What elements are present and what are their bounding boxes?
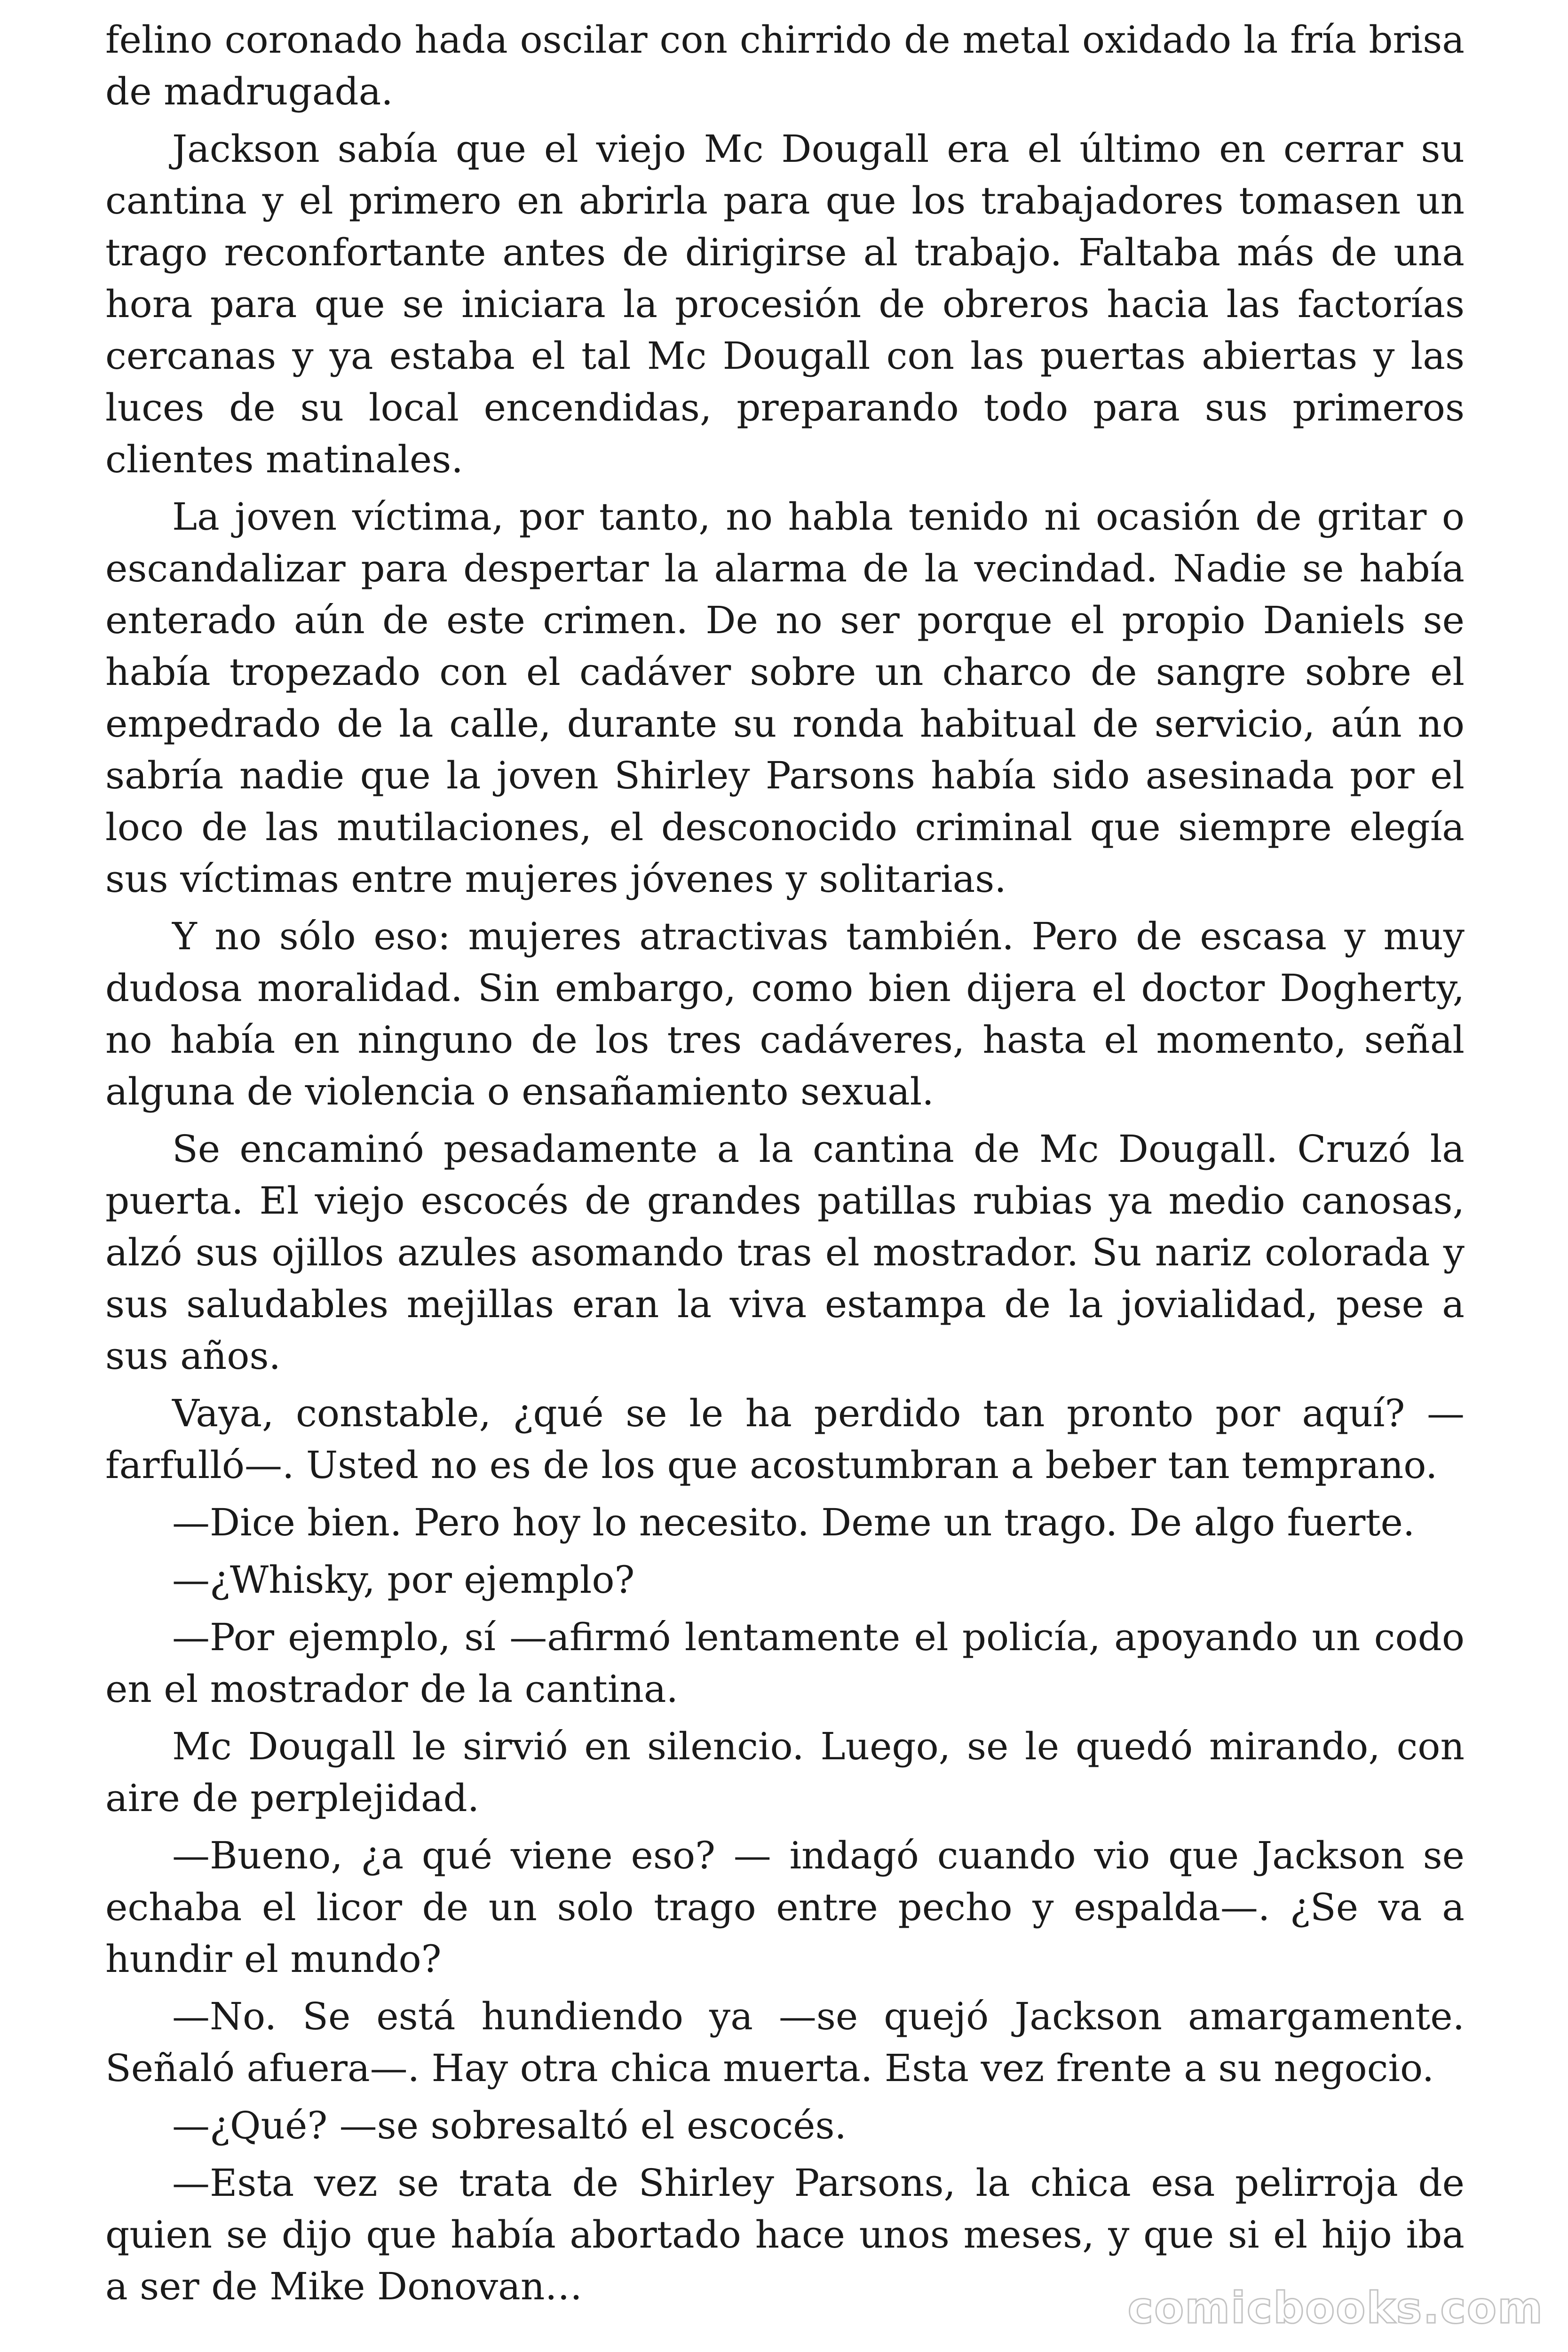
dialogue-line: —Esta vez se trata de Shirley Parsons, la chica esa pelirroja de quien se dijo que había abortado hace unos meses, y que si el hijo iba a ser de Mike Donovan…: [105, 2161, 1465, 2308]
paragraph: La joven víctima, por tanto, no habla tenido ni ocasión de gritar o escandalizar para despertar la alarma de la vecindad. Nadie se había enterado aún de este crimen. De no ser porque el propio Daniels se había tropezado con el cadáver sobre un charco de sangre sobre el empedrado de la calle, durante su ronda habitual de servicio, aún no sabría nadie que la joven Shirley Parsons había sido asesinada por el loco de las mutilaciones, el desconocido criminal que siempre elegía sus víctimas entre mujeres jóvenes y solitarias.: [105, 495, 1465, 901]
dialogue-line: —Bueno, ¿a qué viene eso? — indagó cuando vio que Jackson se echaba el licor de un solo trago entre pecho y espalda—. ¿Se va a hundir el mundo?: [105, 1834, 1465, 1981]
dialogue-line: —Por ejemplo, sí —afirmó lentamente el policía, apoyando un codo en el mostrador de la cantina.: [105, 1615, 1465, 1711]
dialogue-line: —¿Whisky, por ejemplo?: [172, 1558, 635, 1602]
paragraph: Vaya, constable, ¿qué se le ha perdido tan pronto por aquí? —farfulló—. Usted no es de los que acostumbran a beber tan temprano.: [105, 1391, 1465, 1487]
paragraph: Y no sólo eso: mujeres atractivas también. Pero de escasa y muy dudosa moralidad. Sin embargo, como bien dijera el doctor Dogherty, no había en ninguno de los tres cadáveres, hasta el momento, señal alguna de violencia o ensañamiento sexual.: [105, 914, 1465, 1113]
dialogue-line: —No. Se está hundiendo ya —se quejó Jackson amargamente. Señaló afuera—. Hay otra chica muerta. Esta vez frente a su negocio.: [105, 1994, 1465, 2090]
paragraph: Jackson sabía que el viejo Mc Dougall era el último en cerrar su cantina y el primero en abrirla para que los trabajadores tomasen un trago reconfortante antes de dirigirse al trabajo. Faltaba más de una hora para que se iniciara la procesión de obreros hacia las factorías cercanas y ya estaba el tal Mc Dougall con las puertas abiertas y las luces de su local encendidas, preparando todo para sus primeros clientes matinales.: [105, 127, 1465, 481]
paragraph: Se encaminó pesadamente a la cantina de Mc Dougall. Cruzó la puerta. El viejo escocés de grandes patillas rubias ya medio canosas, alzó sus ojillos azules asomando tras el mostrador. Su nariz colorada y sus saludables mejillas eran la viva estampa de la jovialidad, pese a sus años.: [105, 1127, 1465, 1378]
dialogue-line: —Dice bien. Pero hoy lo necesito. Deme un trago. De algo fuerte.: [172, 1501, 1415, 1544]
paragraph: Mc Dougall le sirvió en silencio. Luego, se le quedó mirando, con aire de perplejidad.: [105, 1724, 1465, 1820]
paragraph-continued: felino coronado hada oscilar con chirrido de metal oxidado la fría brisa de madrugada.: [105, 18, 1465, 113]
dialogue-line: —¿Qué? —se sobresaltó el escocés.: [172, 2104, 847, 2147]
book-page-text: [105, 14, 1465, 2318]
site-watermark: comicbooks.com: [1127, 2283, 1544, 2333]
